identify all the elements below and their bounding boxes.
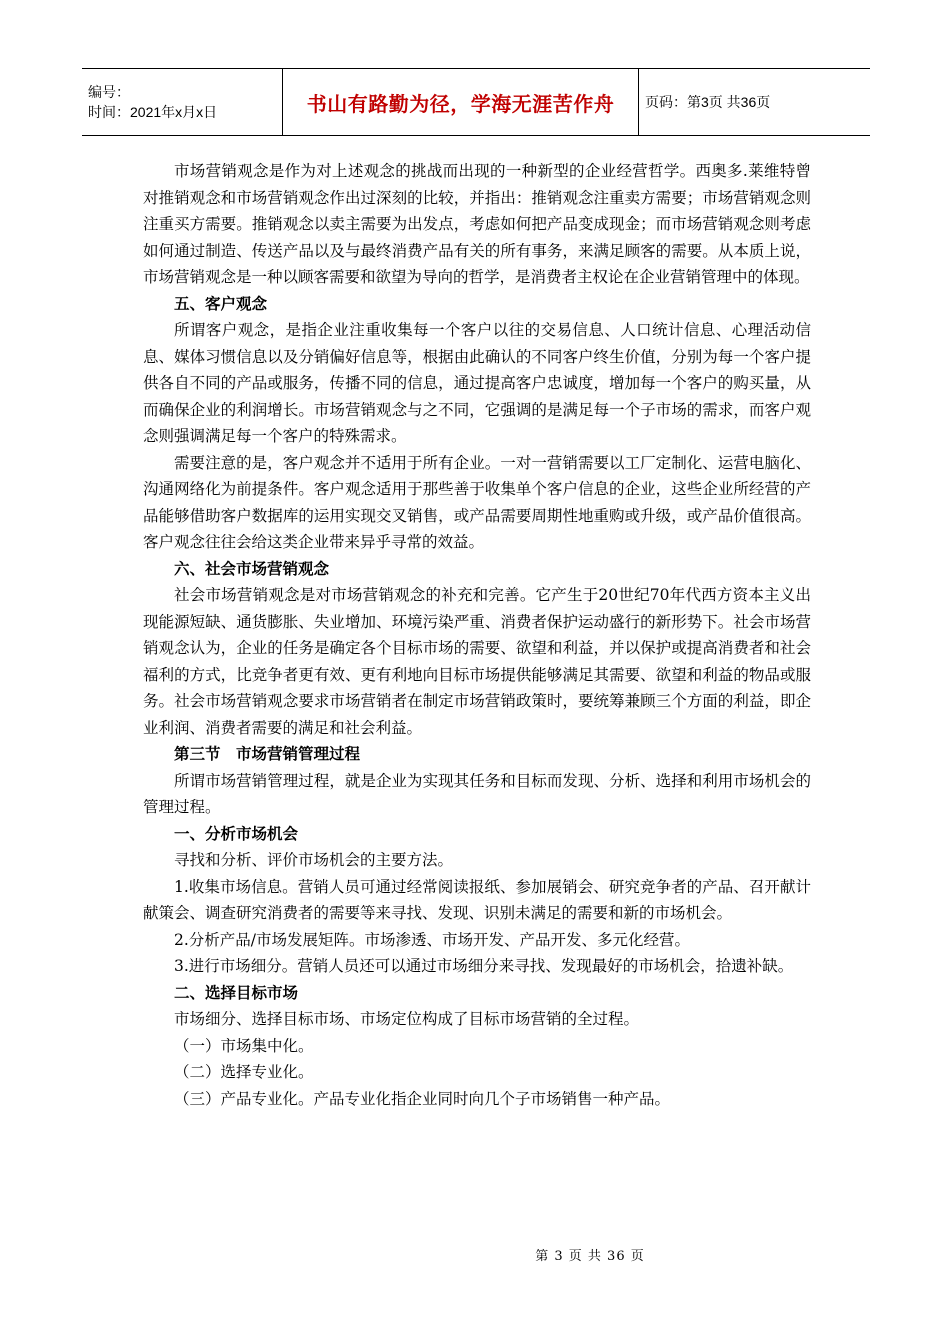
document-code-label: 编号：	[88, 84, 130, 100]
list-item: （二）选择专业化。	[174, 1063, 314, 1081]
list-item: 1.收集市场信息。营销人员可通过经常阅读报纸、参加展销会、研究竞争者的产品、召开献计献策会、调查研究消费者的需要等来寻找、发现、识别未满足的需要和新的市场机会。	[143, 877, 811, 922]
paragraph: 市场细分、选择目标市场、市场定位构成了目标市场营销的全过程。	[174, 1010, 640, 1028]
header-motto: 书山有路勤为径，学海无涯苦作舟	[306, 91, 615, 116]
section-heading: 一、分析市场机会	[174, 824, 299, 843]
paragraph: 寻找和分析、评价市场机会的主要方法。	[174, 851, 454, 869]
body-text	[143, 158, 811, 1112]
page-footer	[0, 1245, 950, 1264]
footer-page-number: 第 3 页 共 36 页	[535, 1249, 645, 1264]
document-time-label: 时间：2021年x月x日	[88, 104, 218, 120]
section-heading: 五、客户观念	[174, 294, 268, 313]
paragraph: 市场营销观念是作为对上述观念的挑战而出现的一种新型的企业经营哲学。西奥多.莱维特曾对推销观念和市场营销观念作出过深刻的比较，并指出：推销观念注重卖方需要；市场营销观念则注重买方需要。推销观念以卖主需要为出发点，考虑如何把产品变成现金；而市场营销观念则考虑如何通过制造、传送产品以及与最终消费产品有关的所有事务，来满足顾客的需要。从本质上说，市场营销观念是一种以顾客需要和欲望为导向的哲学，是消费者主权论在企业营销管理中的体现。	[143, 162, 811, 286]
paragraph: 所谓市场营销管理过程，就是企业为实现其任务和目标而发现、分析、选择和利用市场机会的管理过程。	[143, 771, 811, 816]
header-meta-cell	[82, 69, 283, 136]
section-heading: 二、选择目标市场	[174, 983, 299, 1002]
chapter-section-heading: 第三节 市场营销管理过程	[174, 745, 361, 763]
paragraph: 所谓客户观念，是指企业注重收集每一个客户以往的交易信息、人口统计信息、心理活动信息、媒体习惯信息以及分销偏好信息等，根据由此确认的不同客户终生价值，分别为每一个客户提供各自不同的产品或服务，传播不同的信息，通过提高客户忠诚度，增加每一个客户的购买量，从而确保企业的利润增长。市场营销观念与之不同，它强调的是满足每一个子市场的需求，而客户观念则强调满足每一个客户的特殊需求。	[143, 321, 811, 445]
page-header	[82, 68, 870, 136]
list-item: （三）产品专业化。产品专业化指企业同时向几个子市场销售一种产品。	[174, 1089, 671, 1108]
list-item: （一）市场集中化。	[174, 1036, 314, 1055]
list-item: 2.分析产品/市场发展矩阵。市场渗透、市场开发、产品开发、多元化经营。	[174, 930, 691, 949]
header-page-info: 页码：第3页 共36页	[645, 94, 771, 110]
header-page-cell	[639, 69, 871, 136]
header-motto-cell	[283, 69, 639, 136]
section-heading: 六、社会市场营销观念	[174, 559, 330, 578]
paragraph: 社会市场营销观念是对市场营销观念的补充和完善。它产生于20世纪70年代西方资本主义出现能源短缺、通货膨胀、失业增加、环境污染严重、消费者保护运动盛行的新形势下。社会市场营销观念认为，企业的任务是确定各个目标市场的需要、欲望和利益，并以保护或提高消费者和社会福利的方式，比竞争者更有效、更有利地向目标市场提供能够满足其需要、欲望和利益的物品或服务。社会市场营销观念要求市场营销者在制定市场营销政策时，要统筹兼顾三个方面的利益，即企业利润、消费者需要的满足和社会利益。	[143, 586, 811, 737]
paragraph: 需要注意的是，客户观念并不适用于所有企业。一对一营销需要以工厂定制化、运营电脑化、沟通网络化为前提条件。客户观念适用于那些善于收集单个客户信息的企业，这些企业所经营的产品能够借助客户数据库的运用实现交叉销售，或产品需要周期性地重购或升级，或产品价值很高。客户观念往往会给这类企业带来异乎寻常的效益。	[143, 453, 811, 551]
list-item: 3.进行市场细分。营销人员还可以通过市场细分来寻找、发现最好的市场机会，拾遗补缺。	[174, 957, 794, 975]
